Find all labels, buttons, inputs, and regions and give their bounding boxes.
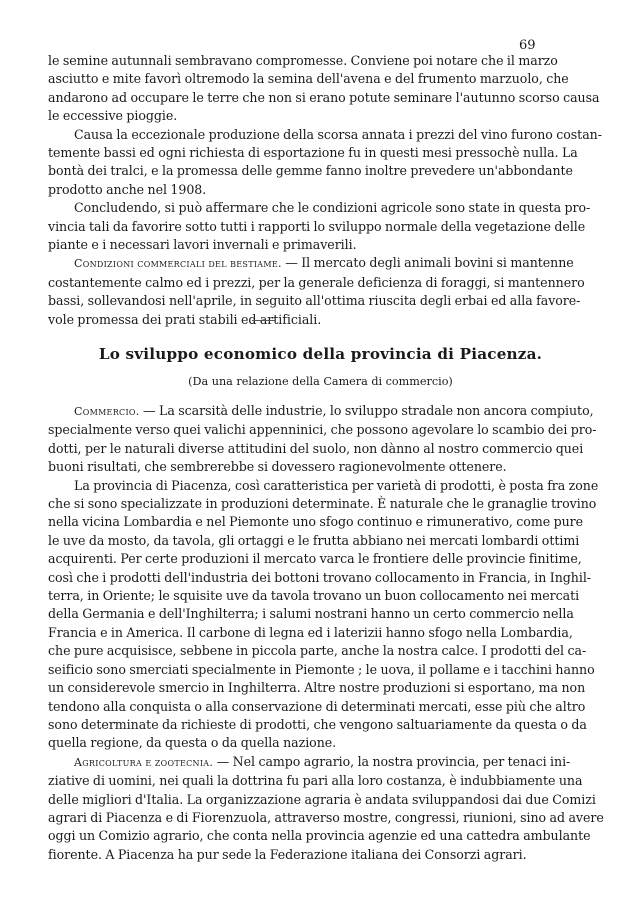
text-line [48, 236, 545, 254]
line-text: asciutto e mite favorì oltremodo la semina dell'avena e del frumento marzuolo, che [48, 71, 569, 87]
paragraph-lead: Condizioni commerciali del bestiame. [74, 257, 282, 271]
paragraph [48, 52, 600, 126]
paragraph [48, 199, 591, 254]
text-line [48, 661, 595, 679]
text-line [48, 440, 584, 458]
line-text: fiorente. A Piacenza ha pur sede la Federazione italiana dei Consorzi agrari. [48, 846, 527, 862]
paragraph [48, 753, 604, 864]
paragraph-lead: Commercio. [74, 405, 140, 418]
text-line [48, 734, 545, 752]
line-text: temente bassi ed ogni richiesta di esportazione fu in questi mesi pressochè nulla. La [48, 145, 578, 161]
line-text: così che i prodotti dell'industria dei bottoni trovano collocamento in Francia, in Inghil- [48, 569, 591, 585]
line-text: acquirenti. Per certe produzioni il mercato varca le frontiere delle provincie finitime, [48, 551, 582, 567]
line-text: tendono alla conquista o alla conservazione di determinati mercati, esse più che altro [48, 698, 586, 714]
text-line [48, 181, 545, 199]
text-line [48, 791, 596, 809]
line-text: agrari di Piacenza e di Fiorenzuola, attraverso mostre, congressi, riunioni, sino ad avere [48, 809, 604, 825]
line-text: ziative di uomini, nei quali la dottrina fu pari alla loro costanza, è indubbiamente una [48, 773, 583, 789]
text-line [48, 274, 585, 292]
page-number: 69 [519, 38, 536, 53]
line-text: andarono ad occupare le terre che non si erano potute seminare l'autunno scorso causa [48, 89, 600, 105]
line-text: che pure acquisisce, sebbene in piccola parte, anche la nostra calce. I prodotti del ca- [48, 643, 587, 659]
text-line [48, 311, 545, 329]
line-text: le semine autunnali sembravano compromesse. Conviene poi notare che il marzo [48, 53, 558, 68]
line-text: La provincia di Piacenza, così caratteristica per varietà di prodotti, è posta fra zone [74, 477, 599, 493]
text-line [48, 144, 578, 162]
paragraph [48, 477, 599, 753]
line-text: vole promessa dei prati stabili ed artificiali. [48, 311, 322, 327]
text-line [48, 421, 597, 439]
line-text: che si sono specializzate in produzioni determinate. È naturale che le granaglie trovino [48, 496, 597, 512]
text-line [48, 809, 604, 827]
line-text: quella regione, da questa o da quella nazione. [48, 735, 337, 751]
text-line [48, 605, 574, 623]
line-text: bassi, sollevandosi nell'aprile, in seguito all'ottima riuscita degli erbai ed alla favore- [48, 293, 581, 309]
line-text: nella vicina Lombardia e nel Piemonte uno sfogo continuo e rimunerativo, come pure [48, 514, 584, 530]
line-text: bontà dei tralci, e la promessa delle gemme fanno inoltre prevedere un'abbondante [48, 163, 573, 179]
section-subtitle: (Da una relazione della Camera di commercio) [188, 375, 453, 388]
text-line [48, 292, 581, 310]
text-line [48, 495, 597, 513]
text-line [48, 254, 574, 273]
text-line [48, 218, 586, 236]
line-text: costantemente calmo ed i prezzi, per la generale deficienza di foraggi, si mantennero [48, 274, 585, 290]
line-text: — La scarsità delle industrie, lo sviluppo stradale non ancora compiuto, [139, 403, 594, 418]
line-text: sono determinate da richieste di prodotti, che vengono saltuariamente da questa o da [48, 716, 587, 732]
line-text: terra, in Oriente; le squisite uve da tavola trovano un buon collocamento nei mercati [48, 588, 580, 604]
text-line [48, 846, 545, 864]
text-line [48, 772, 583, 790]
line-text: prodotto anche nel 1908. [48, 181, 207, 197]
text-line [48, 126, 602, 144]
text-line [48, 716, 587, 734]
text-line [48, 52, 558, 70]
line-text: buoni risultati, che sembrerebbe si dovessero ragionevolmente ottenere. [48, 459, 507, 475]
line-text: Concludendo, si può affermare che le condizioni agricole sono state in questa pro- [74, 200, 591, 216]
text-line [48, 89, 600, 107]
line-text: le eccessive pioggie. [48, 108, 178, 124]
line-text: le uve da mosto, da tavola, gli ortaggi e le frutta abbiano nei mercati lombardi ottimi [48, 532, 580, 548]
text-line [48, 162, 573, 180]
line-text: un considerevole smercio in Inghilterra. Altre nostre produzioni si esportano, ma non [48, 680, 586, 696]
bottom-text-block [48, 402, 604, 864]
text-line [48, 107, 545, 125]
line-text: Francia e in America. Il carbone di legna ed i laterizii hanno sfogo nella Lombardia, [48, 624, 573, 640]
line-text: delle migliori d'Italia. La organizzazione agraria è andata sviluppandosi dai due Comizi [48, 791, 596, 807]
text-line [48, 532, 580, 550]
line-text: dotti, per le naturali diverse attitudini del suolo, non dànno al nostro commercio quei [48, 440, 584, 456]
text-line [48, 458, 545, 476]
top-text-block [48, 52, 602, 329]
line-text: piante e i necessari lavori invernali e primaverili. [48, 237, 357, 253]
text-line [48, 753, 571, 772]
line-text: specialmente verso quei valichi appenninici, che possono agevolare lo scambio dei pro- [48, 422, 597, 438]
paragraph-lead: Agricoltura e zootecnia. [74, 755, 214, 769]
text-line [48, 513, 584, 531]
text-line [48, 679, 586, 697]
line-text: della Germania e dell'Inghilterra; i salumi nostrani hanno un certo commercio nella [48, 606, 574, 622]
text-line [48, 402, 594, 421]
text-line [48, 624, 573, 642]
section-divider [252, 320, 276, 321]
text-line [48, 827, 591, 845]
paragraph [48, 254, 585, 329]
text-line [48, 587, 580, 605]
text-line [48, 477, 599, 495]
line-text: Causa la eccezionale produzione della scorsa annata i prezzi del vino furono costan- [74, 126, 602, 142]
text-line [48, 550, 582, 568]
line-text: vincia tali da favorire sotto tutti i rapporti lo sviluppo normale della vegetazione delle [48, 218, 586, 234]
line-text: — Il mercato degli animali bovini si mantenne [281, 255, 574, 271]
text-line [48, 199, 591, 217]
line-text: — Nel campo agrario, la nostra provincia, per tenaci ini- [213, 753, 571, 769]
text-line [48, 70, 569, 88]
paragraph [48, 126, 602, 200]
text-line [48, 642, 587, 660]
line-text: seificio sono smerciati specialmente in Piemonte ; le uova, il pollame e i tacchini hanno [48, 661, 595, 677]
line-text: oggi un Comizio agrario, che conta nella provincia agenzie ed una cattedra ambulante [48, 828, 591, 844]
section-title: Lo sviluppo economico della provincia di Piacenza. [98, 345, 543, 363]
paragraph [48, 402, 597, 477]
text-line [48, 569, 591, 587]
text-line [48, 698, 586, 716]
